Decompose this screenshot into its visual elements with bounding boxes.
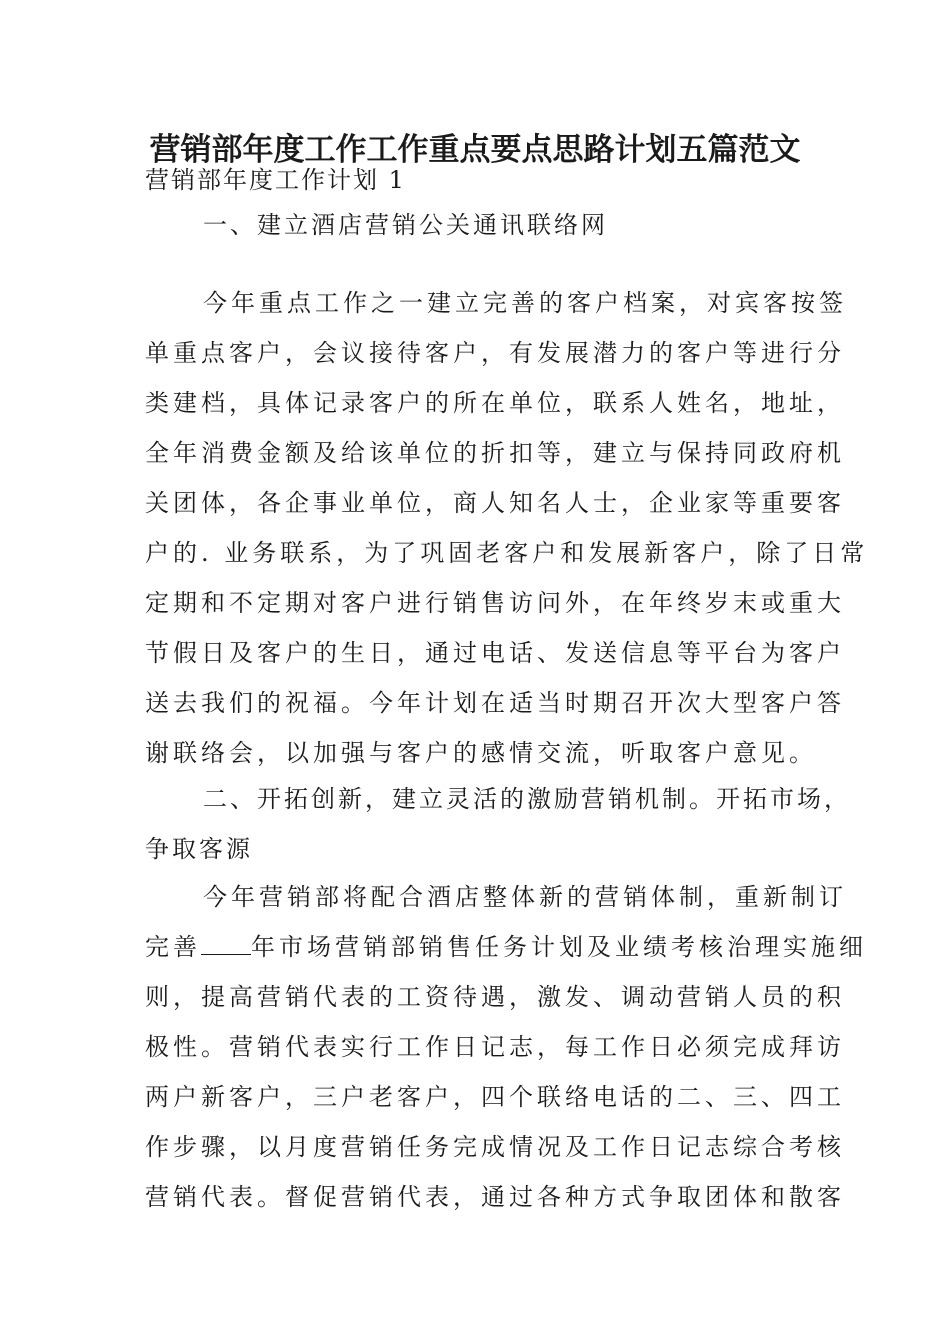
paragraph-line: 节假日及客户的生日，通过电话、发送信息等平台为客户 (145, 639, 845, 667)
section-1-heading-text: 一、建立酒店营销公关通讯联络网 (203, 211, 608, 239)
paragraph-line: 送去我们的祝福。今年计划在适当时期召开次大型客户答 (145, 689, 845, 717)
paragraph-line: 营销代表。督促营销代表，通过各种方式争取团体和散客 (145, 1183, 845, 1211)
section-1-heading (145, 200, 810, 250)
paragraph-line: 作步骤，以月度营销任务完成情况及工作日记志综合考核 (145, 1133, 845, 1161)
paragraph-line: 户的. 业务联系，为了巩固老客户和发展新客户，除了日常 (145, 539, 869, 567)
document-subtitle: 营销部年度工作计划 1 (145, 166, 406, 194)
document-title: 营销部年度工作工作重点要点思路计划五篇范文 (149, 132, 801, 168)
paragraph-line: 谢联络会，以加强与客户的感情交流，听取客户意见。 (145, 739, 817, 767)
paragraph-1 (145, 278, 869, 778)
paragraph-line: 两户新客户，三户老客户，四个联络电话的二、三、四工 (145, 1083, 845, 1111)
section-2-heading-line: 二、开拓创新，建立灵活的激励营销机制。开拓市场， (203, 785, 851, 813)
paragraph-line: 类建档，具体记录客户的所在单位，联系人姓名，地址， (145, 389, 845, 417)
paragraph-line: 关团体，各企事业单位，商人知名人士，企业家等重要客 (145, 489, 845, 517)
paragraph-line: 全年消费金额及给该单位的折扣等，建立与保持同政府机 (145, 439, 845, 467)
paragraph-line-prefix: 完善 (145, 933, 201, 961)
paragraph-line: 单重点客户，会议接待客户，有发展潜力的客户等进行分 (145, 339, 845, 367)
fill-in-blank (201, 932, 251, 955)
paragraph-line: 定期和不定期对客户进行销售访问外，在年终岁末或重大 (145, 589, 845, 617)
paragraph-line: 极性。营销代表实行工作日记志，每工作日必须完成拜访 (145, 1033, 845, 1061)
paragraph-line-suffix: 年市场营销部销售任务计划及业绩考核治理实施细 (251, 933, 867, 961)
paragraph-line: 则，提高营销代表的工资待遇，激发、调动营销人员的积 (145, 983, 845, 1011)
section-2-heading-line: 争取客源 (145, 835, 253, 863)
section-2-heading (145, 774, 851, 874)
paragraph-line: 今年重点工作之一建立完善的客户档案，对宾客按签 (203, 289, 847, 317)
paragraph-line-with-blank (145, 922, 867, 972)
paragraph-line: 今年营销部将配合酒店整体新的营销体制，重新制订 (203, 883, 847, 911)
paragraph-2 (145, 872, 867, 1222)
